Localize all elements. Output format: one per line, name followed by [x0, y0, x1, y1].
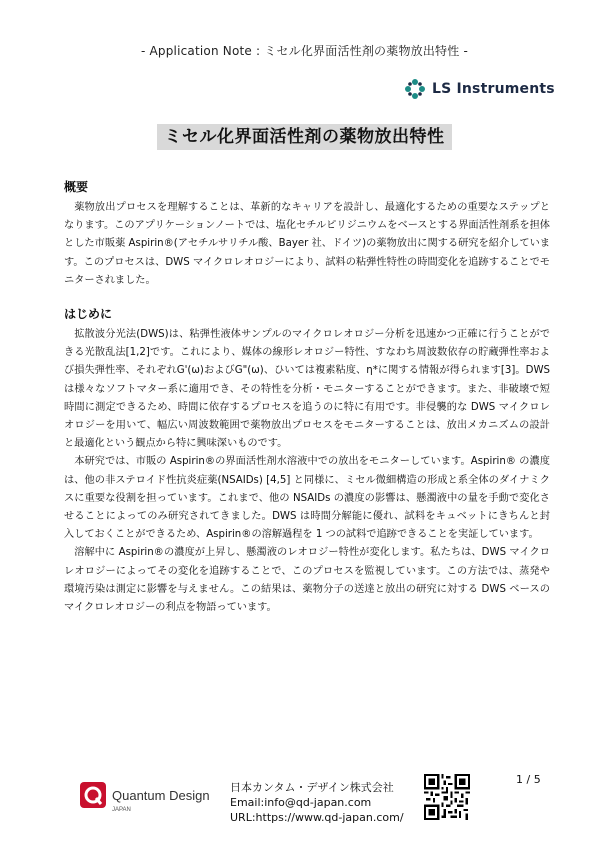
intro-heading: はじめに — [64, 307, 113, 321]
abstract-paragraph: 薬物放出プロセスを理解することは、革新的なキャリアを設計し、最適化するための重要なステップとなります。このアプリケーションノートでは、塩化セチルピリジニウムをベースとする界面活性剤系を担体とした市販薬 Aspirin®(アセチルサリチル酸、Bayer 社、ドイツ)の薬物放出に関する研究を紹介しています。このプロセスは、DWS マイクロレオロジーにより、試料の粘弾性特性の時間変化を追跡することでモニターされました。 — [64, 202, 550, 286]
abstract-section — [64, 178, 550, 290]
intro-paragraph-1: 拡散波分光法(DWS)は、粘弾性液体サンプルのマイクロレオロジー分析を迅速かつ正確に行うことができる光散乱法[1,2]です。これにより、媒体の線形レオロジー特性、すなわち周波数依存の貯蔵弾性率および損失弾性率、それぞれG'(ω)およびG"(ω)、ひいては複素粘度、η*に関する情報が得られます[3]。DWS は様々なソフトマター系に適用でき、その特性を分析・モニターすることができます。また、非破壊で短時間に測定できるため、時間に依存するプロセスを追うのに特に有用です。非侵襲的な DWS マイクロレオロジーを用いて、幅広い周波数範囲で薬物放出プロセスをモニターすることは、放出メカニズムの設計と最適化という観点から特に興味深いものです。 — [64, 329, 550, 450]
qr-code-icon — [424, 774, 470, 820]
intro-paragraph-3: 溶解中に Aspirin®の濃度が上昇し、懸濁液のレオロジー特性が変化します。私たちは、DWS マイクロレオロジーによってその変化を追跡することで、このプロセスを監視しています。この方法では、蒸発や環境汚染は測定に影響を与えません。この結果は、薬物分子の送達と放出の研究に対する DWS ベースのマイクロレオロジーの利点を物語っています。 — [64, 547, 550, 614]
page-title: ミセル化界面活性剤の薬物放出特性 — [157, 124, 452, 150]
quantum-design-sub: JAPAN — [112, 807, 131, 813]
company-url[interactable]: URL:https://www.qd-japan.com/ — [230, 811, 404, 824]
page-number: 1 / 5 — [516, 773, 541, 786]
footer-company-info — [230, 780, 404, 825]
ls-logo-icon — [404, 78, 426, 100]
header-note: - Application Note : ミセル化界面活性剤の薬物放出特性 - — [140, 44, 469, 58]
quantum-design-text: Quantum Design — [112, 788, 210, 803]
ls-logo-text: LS Instruments — [432, 81, 555, 97]
ls-instruments-logo — [404, 78, 555, 100]
company-email[interactable]: Email:info@qd-japan.com — [230, 796, 372, 809]
intro-section — [64, 305, 550, 617]
intro-paragraph-2: 本研究では、市販の Aspirin®の界面活性剤水溶液中での放出をモニターしています。Aspirin® の濃度は、他の非ステロイド性抗炎症薬(NSAIDs) [4,5] と同様に、ミセル微細構造の形成と系全体のダイナミクスに重要な役割を担っています。これまで、他の NSAIDs の濃度の影響は、懸濁液中の量を手動で変化させることによってのみ研究されてきました。DWS は時間分解能に優れ、試料をキュベットにきちんと封入しておくことができるため、Aspirin®の溶解過程を 1 つの試料で追跡できることを実証しています。 — [64, 456, 550, 541]
abstract-heading: 概要 — [64, 180, 89, 194]
company-name: 日本カンタム・デザイン株式会社 — [230, 781, 394, 794]
quantum-design-logo — [80, 780, 220, 816]
